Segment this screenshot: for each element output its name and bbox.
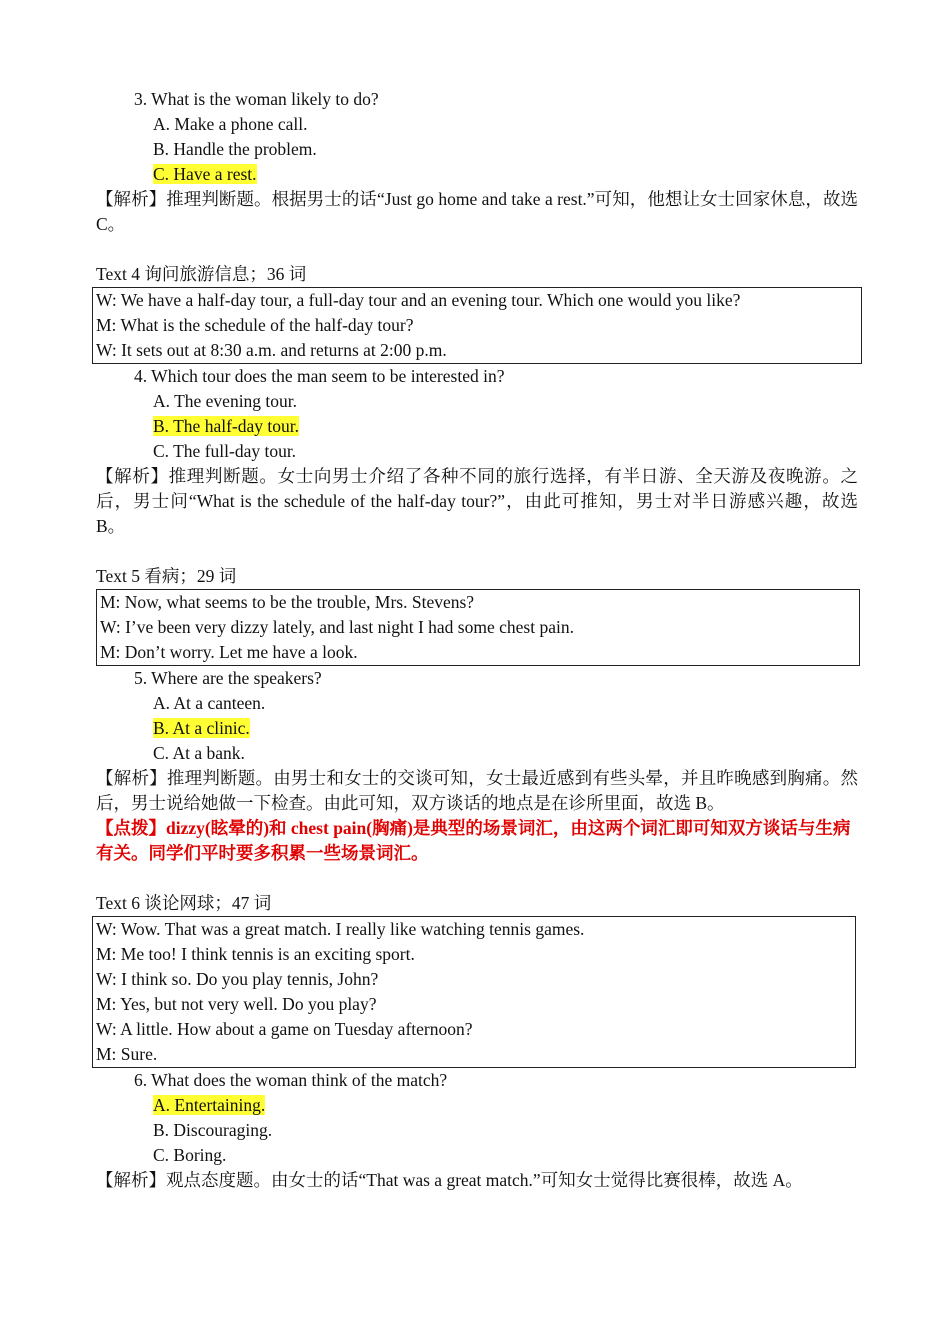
option-6b: B. Discouraging. <box>153 1120 273 1140</box>
option-4c: C. The full-day tour. <box>153 441 297 461</box>
analysis-6: 【解析】观点态度题。由女士的话“That was a great match.”可知女士觉得比赛很棒，故选 A。 <box>96 1170 803 1190</box>
question-5: 5. Where are the speakers? <box>134 668 322 688</box>
option-6c: C. Boring. <box>153 1145 227 1165</box>
tip-5: 【点拨】dizzy(眩晕的)和 chest pain(胸痛)是典型的场景词汇，由这两个词汇即可知双方谈话与生病有关。同学们平时要多积累一些场景词汇。 <box>96 818 851 863</box>
option-5c: C. At a bank. <box>153 743 245 763</box>
question-3: 3. What is the woman likely to do? <box>134 89 379 109</box>
text6-heading: Text 6 谈论网球；47 词 <box>96 893 272 913</box>
option-3c-answer: C. Have a rest. <box>153 164 257 184</box>
analysis-5: 【解析】推理判断题。由男士和女士的交谈可知，女士最近感到有些头晕，并且昨晚感到胸痛。然后，男士说给她做一下检查。由此可知，双方谈话的地点是在诊所里面，故选 B。 <box>96 768 858 813</box>
dialogue-line: W: It sets out at 8:30 a.m. and returns at 2:00 p.m. <box>96 340 447 360</box>
dialogue-line: M: What is the schedule of the half-day tour? <box>96 315 414 335</box>
dialogue-line: W: We have a half-day tour, a full-day tour and an evening tour. Which one would you like? <box>96 290 741 310</box>
dialogue-line: M: Don’t worry. Let me have a look. <box>100 642 358 662</box>
dialogue-line: M: Yes, but not very well. Do you play? <box>96 994 377 1014</box>
analysis-4: 【解析】推理判断题。女士向男士介绍了各种不同的旅行选择，有半日游、全天游及夜晚游。之后，男士问“What is the schedule of the half-day tour?”，由此可推知，男士对半日游感兴趣，故选 B。 <box>96 466 858 536</box>
option-3b: B. Handle the problem. <box>153 139 317 159</box>
dialogue-line: W: A little. How about a game on Tuesday afternoon? <box>96 1019 473 1039</box>
option-6a-answer: A. Entertaining. <box>153 1095 266 1115</box>
dialogue-line: W: Wow. That was a great match. I really like watching tennis games. <box>96 919 585 939</box>
option-4a: A. The evening tour. <box>153 391 298 411</box>
option-4b-answer: B. The half-day tour. <box>153 416 299 436</box>
option-5a: A. At a canteen. <box>153 693 266 713</box>
dialogue-line: M: Sure. <box>96 1044 158 1064</box>
content-column <box>96 87 858 1193</box>
question-4: 4. Which tour does the man seem to be interested in? <box>134 366 505 386</box>
question-6: 6. What does the woman think of the match? <box>134 1070 448 1090</box>
analysis-3: 【解析】推理判断题。根据男士的话“Just go home and take a rest.”可知，他想让女士回家休息，故选 C。 <box>96 189 858 234</box>
text4-heading: Text 4 询问旅游信息；36 词 <box>96 264 307 284</box>
option-3a: A. Make a phone call. <box>153 114 308 134</box>
option-5b-answer: B. At a clinic. <box>153 718 250 738</box>
dialogue-line: W: I think so. Do you play tennis, John? <box>96 969 379 989</box>
text5-dialogue-box <box>96 589 860 666</box>
text6-dialogue-box <box>92 916 856 1068</box>
dialogue-line: W: I’ve been very dizzy lately, and last night I had some chest pain. <box>100 617 574 637</box>
text5-heading: Text 5 看病；29 词 <box>96 566 237 586</box>
dialogue-line: M: Me too! I think tennis is an exciting sport. <box>96 944 415 964</box>
dialogue-line: M: Now, what seems to be the trouble, Mrs. Stevens? <box>100 592 475 612</box>
text4-dialogue-box <box>92 287 862 364</box>
